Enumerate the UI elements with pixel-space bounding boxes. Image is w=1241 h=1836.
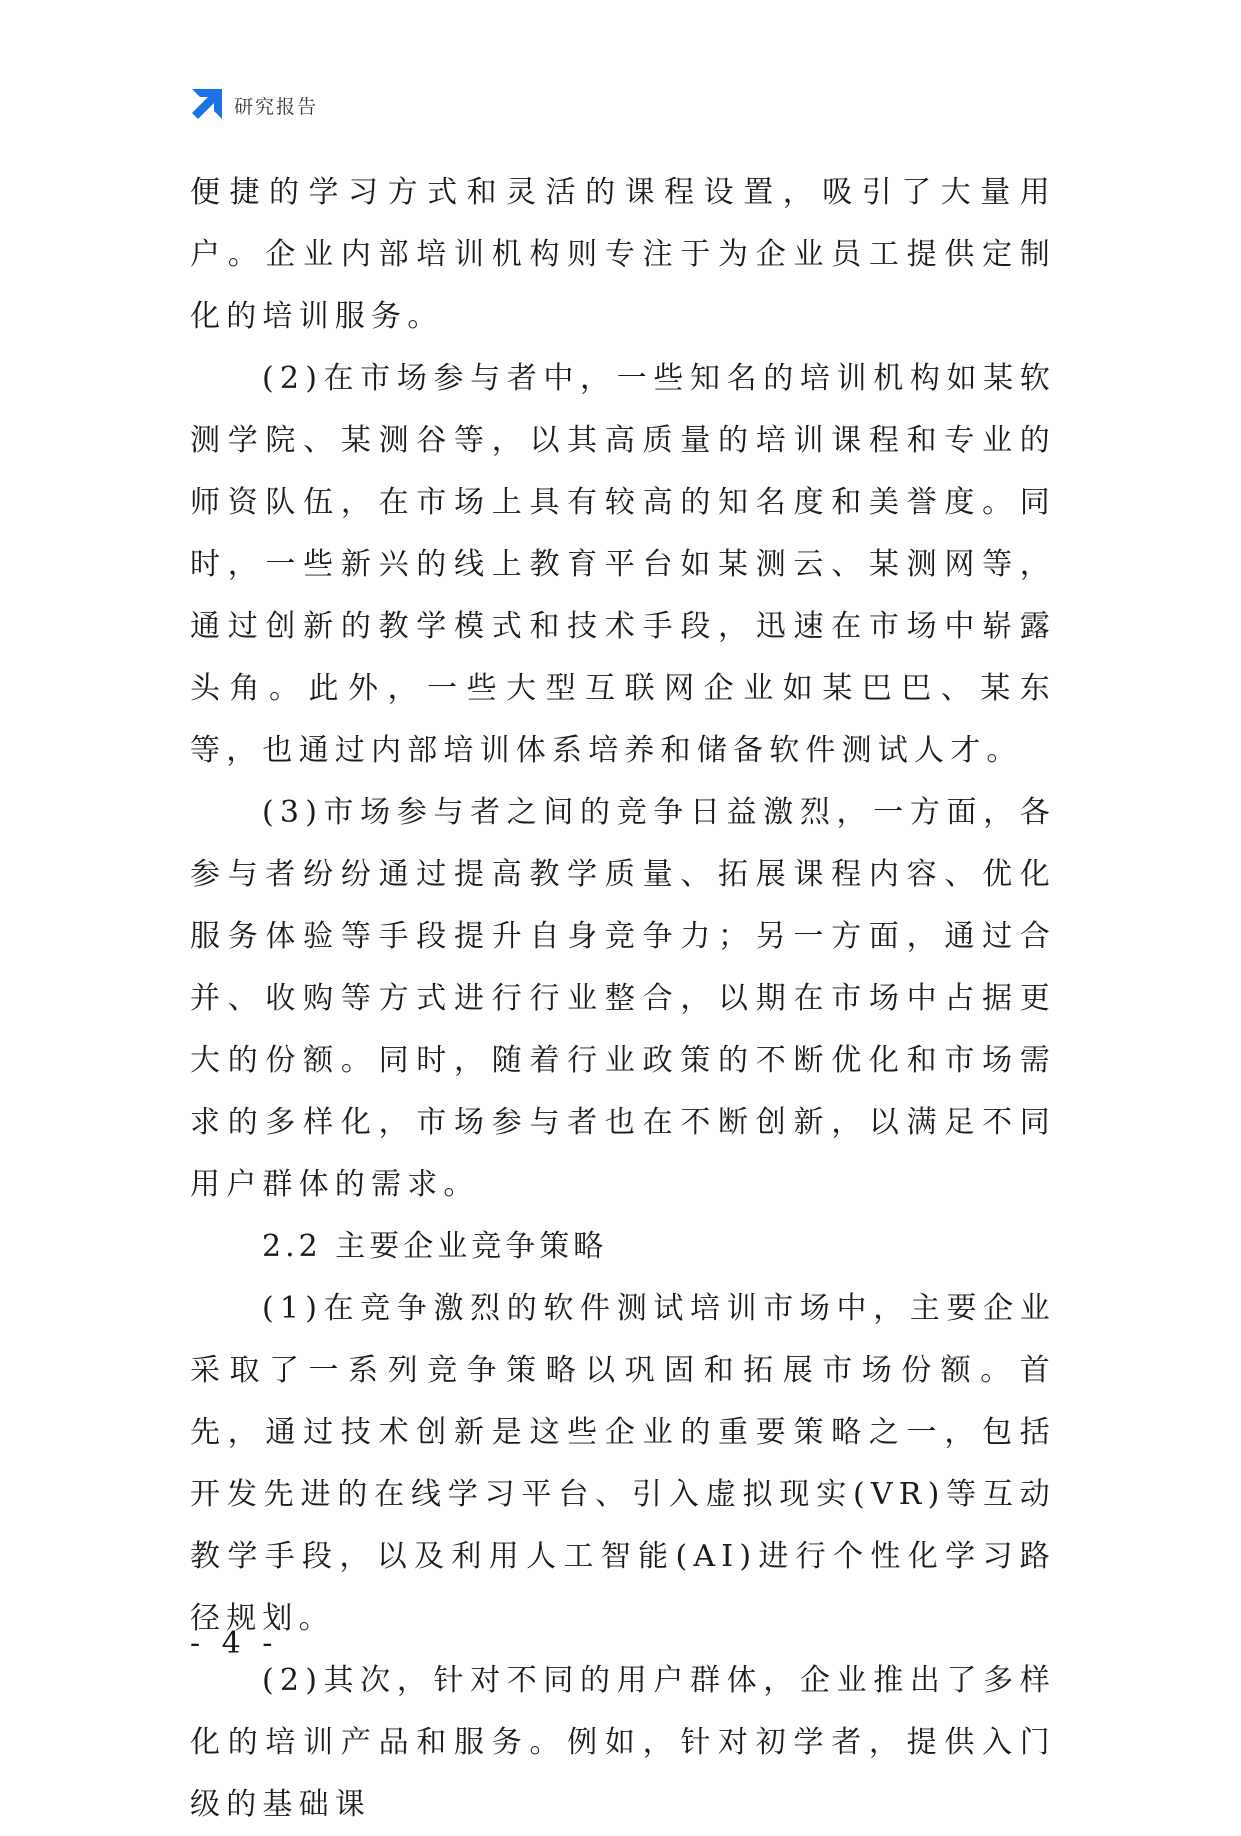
paragraph-strategy-2: (2)其次，针对不同的用户群体，企业推出了多样化的培训产品和服务。例如，针对初学者，提供入门级的基础课: [190, 1663, 1056, 1822]
paragraph-2: (2)在市场参与者中，一些知名的培训机构如某软测学院、某测谷等，以其高质量的培训课程和专业的师资队伍，在市场上具有较高的知名度和美誉度。同时，一些新兴的线上教育平台如某测云、某测网等，通过创新的教学模式和技术手段，迅速在市场中崭露头角。此外，一些大型互联网企业如某巴巴、某东等，也通过内部培训体系培养和储备软件测试人才。: [190, 361, 1056, 768]
paragraph-3: (3)市场参与者之间的竞争日益激烈，一方面，各参与者纷纷通过提高教学质量、拓展课程内容、优化服务体验等手段提升自身竞争力；另一方面，通过合并、收购等方式进行行业整合，以期在市场中占据更大的份额。同时，随着行业政策的不断优化和市场需求的多样化，市场参与者也在不断创新，以满足不同用户群体的需求。: [190, 795, 1056, 1202]
paragraph-continuation: 便捷的学习方式和灵活的课程设置，吸引了大量用户。企业内部培训机构则专注于为企业员工提供定制化的培训服务。: [190, 175, 1056, 334]
page-number: - 4 -: [190, 1626, 279, 1661]
arrow-up-right-logo-icon: [190, 89, 222, 121]
header-title: 研究报告: [234, 95, 319, 118]
paragraph-strategy-1: (1)在竞争激烈的软件测试培训市场中，主要企业采取了一系列竞争策略以巩固和拓展市场份额。首先，通过技术创新是这些企业的重要策略之一，包括开发先进的在线学习平台、引入虚拟现实(VR)等互动教学手段，以及利用人工智能(AI)进行个性化学习路径规划。: [190, 1291, 1056, 1636]
section-heading: 2.2 主要企业竞争策略: [262, 1229, 608, 1264]
page-header: [190, 88, 318, 122]
document-body: [190, 162, 1056, 1836]
